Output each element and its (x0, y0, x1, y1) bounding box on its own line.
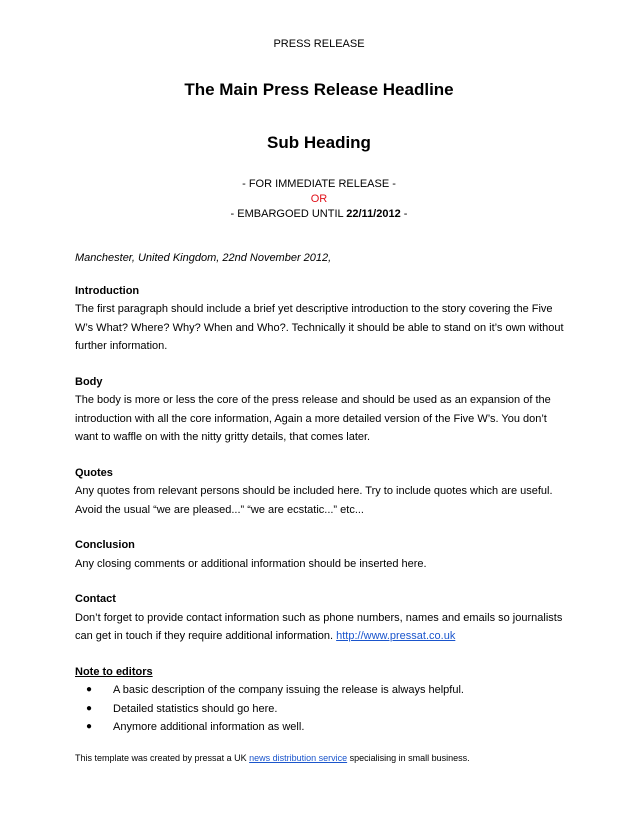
introduction-title: Introduction (75, 284, 140, 297)
contact-text: Don’t forget to provide contact information such as phone numbers, names and emails so journalists can get in touch if they require additional information. (75, 611, 563, 642)
sub-heading: Sub Heading (267, 133, 371, 152)
template-credit (75, 751, 565, 765)
embargo-prefix: - EMBARGOED UNTIL (230, 208, 347, 220)
notes-item-text: Detailed statistics should go here. (113, 702, 278, 715)
notes-to-editors-section (75, 663, 565, 737)
pressat-website-link[interactable]: http://www.pressat.co.uk (336, 630, 456, 642)
notes-to-editors-title: Note to editors (75, 665, 153, 678)
body-text: The body is more or less the core of the press release and should be used as an expansion of the introduction with all the core information, Again a more detailed version of the Five W’s. You don’t want to waffle on with the nitty gritty details, that comes later. (75, 394, 551, 443)
embargo-date: 22/11/2012 (346, 208, 401, 220)
bullet-icon: ● (86, 684, 93, 695)
document-body (75, 249, 565, 765)
template-credit-prefix: This template was created by pressat a UK (75, 752, 250, 763)
conclusion-text: Any closing comments or additional information should be inserted here. (75, 557, 427, 570)
dateline: Manchester, United Kingdom, 22nd November 2012, (75, 252, 332, 264)
news-distribution-service-link[interactable]: news distribution service (249, 752, 348, 763)
introduction-text: The first paragraph should include a brief yet descriptive introduction to the story covering the Five W’s What? Where? Why? When and Who?. Technically it should be able to stand on it’s own without further information. (75, 303, 564, 352)
release-status-block (0, 177, 638, 222)
bullet-icon: ● (86, 721, 93, 732)
notes-list-item (75, 718, 565, 737)
notes-item-text: Anymore additional information as well. (113, 721, 305, 733)
notes-list-item (75, 681, 565, 700)
body-title: Body (75, 375, 103, 388)
quotes-title: Quotes (75, 466, 113, 479)
bullet-icon: ● (86, 702, 93, 714)
notes-item-text: A basic description of the company issuing the release is always helpful. (113, 684, 464, 696)
contact-text-wrap (75, 609, 565, 646)
release-or-label: OR (310, 193, 328, 205)
introduction-section (75, 282, 565, 356)
template-credit-suffix: specialising in small business. (347, 752, 470, 763)
main-headline: The Main Press Release Headline (184, 80, 454, 99)
embargo-suffix: - (400, 208, 408, 220)
quotes-text: Any quotes from relevant persons should be included here. Try to include quotes which are useful. Avoid the usual “we are pleased...” “we are ecstatic...” etc... (75, 485, 553, 516)
contact-title: Contact (75, 593, 116, 605)
immediate-release-line: - FOR IMMEDIATE RELEASE - (242, 178, 396, 190)
notes-list (75, 681, 565, 737)
embargo-line (0, 207, 638, 222)
body-section (75, 373, 565, 447)
notes-list-item (75, 700, 565, 719)
conclusion-section (75, 536, 565, 573)
conclusion-title: Conclusion (75, 539, 135, 551)
press-release-label: PRESS RELEASE (273, 38, 365, 50)
contact-section (75, 590, 565, 646)
quotes-section (75, 464, 565, 520)
